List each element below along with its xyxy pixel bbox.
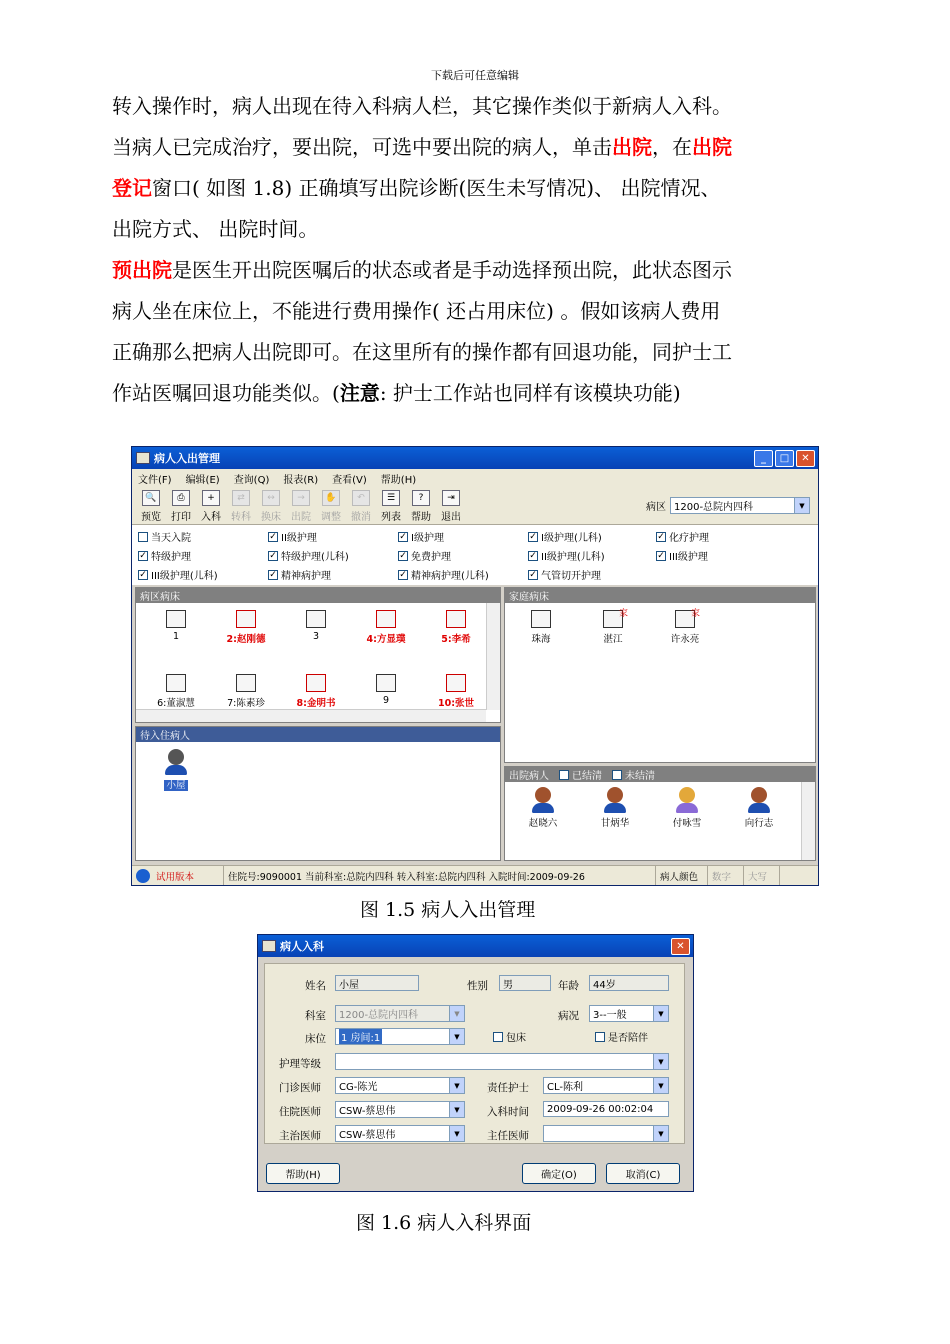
toolbar <box>132 487 818 525</box>
paragraph-6 <box>112 291 852 332</box>
paragraph-8 <box>112 373 852 414</box>
checkbox-icon: ✓ <box>560 769 568 780</box>
outpatient-doctor-select[interactable] <box>335 1077 465 1094</box>
beds-horizontal-scrollbar[interactable] <box>136 709 486 722</box>
handshake-icon: ✋ <box>322 490 340 506</box>
pending-patient-name: 小屋 <box>166 780 186 791</box>
outpatient-doctor-value: CG-陈光 <box>339 1082 378 1093</box>
settled-filter[interactable] <box>559 766 602 783</box>
bed-item[interactable] <box>286 674 346 709</box>
bed-swap-icon: ↔ <box>262 490 280 506</box>
checkbox-icon: ✓ <box>139 550 147 561</box>
checkbox-icon: ✓ <box>529 550 537 561</box>
chevron-down-icon[interactable]: ▼ <box>449 1102 464 1117</box>
title-bar[interactable] <box>132 447 818 469</box>
bed-add-icon: + <box>202 490 220 506</box>
pending-header <box>136 727 500 742</box>
checkbox-icon <box>493 1032 503 1042</box>
discharged-patient[interactable] <box>513 787 573 829</box>
care-filter-checkbox[interactable] <box>138 528 268 545</box>
condition-label: 病况 <box>558 1010 579 1022</box>
care-level-label: 护理等级 <box>279 1058 321 1070</box>
change-bed-button[interactable] <box>258 489 284 523</box>
paragraph-5 <box>112 250 852 291</box>
resident-doctor-label: 住院医师 <box>279 1106 321 1118</box>
p8-text: 作站医嘱回退功能类似。( <box>112 381 340 405</box>
bed-item[interactable] <box>286 610 346 642</box>
dept-select[interactable] <box>335 1005 465 1022</box>
list-label: 列表 <box>381 511 401 523</box>
p2-text-b: ，在 <box>652 135 692 159</box>
bed-icon <box>376 610 396 628</box>
admission-dialog <box>257 934 694 1192</box>
settled-label: 已结清 <box>572 771 602 782</box>
list-button[interactable] <box>378 489 404 523</box>
preview-button[interactable] <box>138 489 164 523</box>
bed-item[interactable] <box>426 610 486 645</box>
p2-text: 当病人已完成治疗，要出院，可选中要出院的病人，单击 <box>112 135 612 159</box>
p7-text: 正确那么把病人出院即可。在这里所有的操作都有回退功能，同护士工 <box>112 340 732 364</box>
unsettled-label: 未结清 <box>625 771 655 782</box>
chevron-down-icon[interactable]: ▼ <box>653 1078 668 1093</box>
bed-value: 1 房间:1 <box>339 1029 382 1044</box>
outpatient-doctor-label: 门诊医师 <box>279 1082 321 1094</box>
close-icon[interactable]: ✕ <box>671 938 690 955</box>
unsettled-filter[interactable] <box>612 766 655 783</box>
p8-keyword-note: 注意 <box>339 381 380 405</box>
ward-beds-pane <box>135 587 501 723</box>
chevron-down-icon[interactable]: ▼ <box>449 1029 464 1044</box>
transfer-button[interactable] <box>228 489 254 523</box>
dept-label: 科室 <box>305 1010 326 1022</box>
minimize-icon[interactable]: _ <box>754 450 773 467</box>
help-label: 帮助 <box>411 511 431 523</box>
checkbox-icon: ✓ <box>399 531 407 542</box>
family-beds-pane <box>504 587 816 763</box>
patient-icon <box>679 787 695 803</box>
paragraph-1 <box>112 86 852 127</box>
p5-keyword-pre-discharge: 预出院 <box>112 258 172 282</box>
patient-icon <box>535 787 551 803</box>
bed-label: 2:赵刚德 <box>226 634 266 645</box>
care-filter-checkbox[interactable] <box>138 547 268 564</box>
patient-icon <box>607 787 623 803</box>
menu-help[interactable]: 帮助(H) <box>380 474 417 486</box>
pending-patients-pane <box>135 726 501 861</box>
admit-label: 入科 <box>201 511 221 523</box>
care-filter-label: 精神病护理 <box>281 571 331 582</box>
care-filter-checkbox[interactable] <box>528 547 656 564</box>
care-filter-label: 特级护理 <box>151 552 191 563</box>
ward-beds-title: 病区病床 <box>140 592 180 603</box>
checkbox-icon: ✓ <box>613 769 621 780</box>
chevron-down-icon[interactable]: ▼ <box>653 1126 668 1141</box>
care-filter-checkbox[interactable] <box>138 566 268 583</box>
bed-icon <box>166 674 186 692</box>
p3-keyword-register: 登记 <box>112 176 152 200</box>
header-note: 下载后可任意编辑 <box>431 69 519 82</box>
exit-button[interactable] <box>438 489 464 523</box>
patient-body <box>748 803 770 813</box>
status-bar <box>132 865 818 885</box>
chevron-down-icon[interactable]: ▼ <box>449 1006 464 1021</box>
status-info: 住院号:9090001 当前科室:总院内四科 转入科室:总院内四科 入院时间:2009-09-26 <box>224 866 656 885</box>
condition-select[interactable] <box>589 1005 669 1022</box>
name-label: 姓名 <box>305 980 326 992</box>
patient-color[interactable]: 病人颜色 <box>656 866 708 885</box>
care-filter-checkbox[interactable] <box>268 528 398 545</box>
admission-discharge-window <box>131 446 819 886</box>
checkbox-icon: ✓ <box>269 531 277 542</box>
age-field[interactable]: 44岁 <box>589 975 669 991</box>
discharged-patient[interactable] <box>657 787 717 829</box>
paragraph-7 <box>112 332 852 373</box>
menu-bar <box>132 469 818 487</box>
checkbox-icon: ✓ <box>529 531 537 542</box>
trial-text: 试用版本 <box>156 871 195 883</box>
patient-body <box>676 803 698 813</box>
app-icon <box>262 940 276 952</box>
bed-label: 床位 <box>305 1033 326 1045</box>
family-bed-item[interactable] <box>583 610 643 645</box>
age-label: 年龄 <box>558 980 579 992</box>
chevron-down-icon[interactable]: ▼ <box>449 1126 464 1141</box>
dialog-title-bar[interactable] <box>258 935 693 957</box>
patient-icon <box>751 787 767 803</box>
change-bed-label: 换床 <box>261 511 281 523</box>
menu-edit[interactable]: 编辑(E) <box>185 474 220 486</box>
discharge-label: 出院 <box>291 511 311 523</box>
checkbox-icon <box>138 532 148 542</box>
pending-patient[interactable] <box>146 749 206 791</box>
family-badge: 家 <box>619 609 629 619</box>
p2-keyword-discharge: 出院 <box>612 135 652 159</box>
bed-label: 5:李希 <box>441 634 471 645</box>
ward-beds-header <box>136 588 500 603</box>
bed-icon <box>306 674 326 692</box>
care-filter-label: II级护理 <box>281 533 317 544</box>
care-filter-label: II级护理(儿科) <box>541 552 605 563</box>
bed-label: 3 <box>312 631 320 642</box>
bed-icon <box>166 610 186 628</box>
p1-text: 转入操作时，病人出现在待入科病人栏，其它操作类似于新病人入科。 <box>112 94 732 118</box>
bed-item[interactable] <box>426 674 486 709</box>
menu-view[interactable]: 查看(V) <box>332 474 367 486</box>
bed-label: 7:陈素珍 <box>227 698 265 709</box>
bed-label: 9 <box>382 695 390 706</box>
undo-button[interactable] <box>348 489 374 523</box>
bed-label: 1 <box>172 631 180 642</box>
p4-text: 出院方式、 出院时间。 <box>112 217 319 241</box>
menu-query[interactable]: 查询(Q) <box>233 474 270 486</box>
care-filter-label: 特级护理(儿科) <box>281 552 349 563</box>
care-filter-checkbox[interactable] <box>398 566 528 583</box>
discharged-header <box>505 767 815 782</box>
sex-label: 性别 <box>467 980 488 992</box>
bed-label: 6:董淑慧 <box>157 698 195 709</box>
care-filter-label: 气管切开护理 <box>541 571 601 582</box>
care-filter-checkbox[interactable] <box>268 547 398 564</box>
discharged-patient-name: 付咏雪 <box>672 818 702 829</box>
care-filter-checkbox[interactable] <box>528 566 656 583</box>
resident-doctor-select[interactable] <box>335 1101 465 1118</box>
cancel-button[interactable]: 取消(C) <box>606 1163 680 1184</box>
pending-title: 待入住病人 <box>140 731 190 742</box>
app-logo-icon <box>136 869 150 883</box>
p2-keyword-discharge-2: 出院 <box>692 135 732 159</box>
care-filter-checkbox[interactable] <box>656 528 776 545</box>
care-filter-label: 化疗护理 <box>669 533 709 544</box>
patient-icon <box>168 749 184 765</box>
nurse-select[interactable] <box>543 1077 669 1094</box>
attending-doctor-select[interactable] <box>335 1125 465 1142</box>
bed-icon <box>446 674 466 692</box>
bed-icon <box>236 610 256 628</box>
transfer-label: 转科 <box>231 511 251 523</box>
admit-time-label: 入科时间 <box>487 1106 529 1118</box>
care-filter-checkbox[interactable] <box>398 547 528 564</box>
checkbox-icon: ✓ <box>529 569 537 580</box>
checkbox-icon: ✓ <box>399 550 407 561</box>
bed-item[interactable] <box>356 610 416 645</box>
nurse-label: 责任护士 <box>487 1082 529 1094</box>
caps-lock: 大写 <box>744 866 780 885</box>
checkbox-icon: ✓ <box>139 569 147 580</box>
patient-body <box>532 803 554 813</box>
care-filter-label: I级护理(儿科) <box>541 533 602 544</box>
p6-text: 病人坐在床位上，不能进行费用操作( 还占用床位) 。假如该病人费用 <box>112 299 721 323</box>
nurse-value: CL-陈利 <box>547 1082 583 1093</box>
bed-icon <box>376 674 396 692</box>
accompany-label: 是否陪伴 <box>608 1033 648 1044</box>
chevron-down-icon[interactable]: ▼ <box>794 498 809 513</box>
undo-icon: ↶ <box>352 490 370 506</box>
discharged-scrollbar[interactable] <box>801 782 815 860</box>
preview-label: 预览 <box>141 511 161 523</box>
bed-item[interactable] <box>216 674 276 709</box>
ok-button[interactable]: 确定(O) <box>522 1163 596 1184</box>
care-filter-checkbox[interactable] <box>398 528 528 545</box>
bed-icon <box>306 610 326 628</box>
attending-doctor-value: CSW-蔡思伟 <box>339 1130 396 1141</box>
discharged-patient-name: 赵晓六 <box>528 818 558 829</box>
chevron-down-icon[interactable]: ▼ <box>653 1054 668 1069</box>
bed-item[interactable] <box>216 610 276 645</box>
patient-body <box>165 765 187 775</box>
family-beds-title: 家庭病床 <box>509 592 549 603</box>
discharged-patient-name: 向行志 <box>744 818 774 829</box>
bed-item[interactable] <box>356 674 416 706</box>
private-bed-label: 包床 <box>506 1033 526 1044</box>
bed-item[interactable] <box>146 610 206 642</box>
figure-caption-2: 图 1.6 病人入科界面 <box>356 1212 532 1234</box>
chevron-down-icon[interactable]: ▼ <box>449 1078 464 1093</box>
app-icon <box>136 452 150 464</box>
help-button[interactable] <box>408 489 434 523</box>
bed-label: 10:张世 <box>437 698 475 709</box>
family-badge: 家 <box>691 609 701 619</box>
private-bed-checkbox[interactable] <box>493 1028 526 1045</box>
checkbox-icon: ✓ <box>399 569 407 580</box>
chevron-down-icon[interactable]: ▼ <box>653 1006 668 1021</box>
trial-version <box>132 866 224 885</box>
discharged-patient[interactable] <box>585 787 645 829</box>
care-filter-checkbox[interactable] <box>656 547 776 564</box>
exit-door-icon: ⇥ <box>442 490 460 506</box>
bed-icon <box>531 610 551 628</box>
bed-item[interactable] <box>146 674 206 709</box>
bed-label: 8:金明书 <box>296 698 336 709</box>
resident-doctor-value: CSW-蔡思伟 <box>339 1106 396 1117</box>
paragraph-3 <box>112 168 852 209</box>
family-bed-item[interactable] <box>655 610 715 645</box>
p3-text: 窗口( 如图 1.8) 正确填写出院诊断(医生未写情况)、 出院情况、 <box>152 176 721 200</box>
discharge-button[interactable] <box>288 489 314 523</box>
care-filter-label: 当天入院 <box>151 533 191 544</box>
family-bed-label: 湛江 <box>603 634 623 645</box>
chief-doctor-select[interactable] <box>543 1125 669 1142</box>
window-title: 病人入出管理 <box>154 452 220 465</box>
patient-body <box>604 803 626 813</box>
discharged-title: 出院病人 <box>509 771 549 782</box>
family-bed-label: 许永亮 <box>670 634 700 645</box>
bed-select[interactable] <box>335 1028 465 1045</box>
care-filter-checkbox[interactable] <box>268 566 398 583</box>
family-bed-label: 珠海 <box>531 634 551 645</box>
p5-text: 是医生开出院医嘱后的状态或者是手动选择预出院，此状态图示 <box>172 258 732 282</box>
care-filter-checkbox[interactable] <box>528 528 656 545</box>
num-lock: 数字 <box>708 866 744 885</box>
care-filter-label: III级护理 <box>669 552 708 563</box>
care-filter-label: I级护理 <box>411 533 444 544</box>
help-icon: ? <box>412 490 430 506</box>
list-icon: ☰ <box>382 490 400 506</box>
help-button[interactable]: 帮助(H) <box>266 1163 340 1184</box>
checkbox-icon: ✓ <box>269 569 277 580</box>
checkbox-icon: ✓ <box>657 531 665 542</box>
chief-doctor-label: 主任医师 <box>487 1130 529 1142</box>
undo-label: 撤消 <box>351 511 371 523</box>
family-bed-item[interactable] <box>511 610 571 645</box>
attending-doctor-label: 主治医师 <box>279 1130 321 1142</box>
print-button[interactable] <box>168 489 194 523</box>
care-filter-label: 免费护理 <box>411 552 451 563</box>
paragraph-4 <box>112 209 852 250</box>
paragraph-2 <box>112 127 852 168</box>
checkbox-icon <box>595 1032 605 1042</box>
accompany-checkbox[interactable] <box>595 1028 648 1045</box>
close-icon[interactable]: ✕ <box>796 450 815 467</box>
family-beds-header <box>505 588 815 603</box>
admission-form <box>264 963 685 1144</box>
admit-time-field[interactable]: 2009-09-26 00:02:04 <box>543 1101 669 1117</box>
discharge-icon: → <box>292 490 310 506</box>
p8-text-b: : 护士工作站也同样有该模块功能) <box>379 381 681 405</box>
beds-vertical-scrollbar[interactable] <box>486 603 500 710</box>
figure-caption-1: 图 1.5 病人入出管理 <box>360 899 536 921</box>
checkbox-icon: ✓ <box>269 550 277 561</box>
transfer-icon: ⇄ <box>232 490 250 506</box>
discharged-patient[interactable] <box>729 787 789 829</box>
name-field[interactable]: 小屋 <box>335 975 419 991</box>
checkbox-icon: ✓ <box>657 550 665 561</box>
condition-value: 3--一般 <box>593 1010 627 1021</box>
admit-button[interactable] <box>198 489 224 523</box>
printer-icon: ⎙ <box>172 490 190 506</box>
print-label: 打印 <box>171 511 191 523</box>
ward-value: 1200-总院内四科 <box>674 502 754 513</box>
discharged-patient-name: 甘炳华 <box>600 818 630 829</box>
discharged-patients-pane <box>504 766 816 861</box>
maximize-icon[interactable]: □ <box>775 450 794 467</box>
ward-label: 病区 <box>646 502 666 513</box>
ward-select[interactable] <box>670 497 810 514</box>
menu-file[interactable]: 文件(F) <box>138 474 172 486</box>
sex-field[interactable]: 男 <box>499 975 551 991</box>
care-filter-label: III级护理(儿科) <box>151 571 218 582</box>
bed-icon <box>236 674 256 692</box>
care-level-select[interactable] <box>335 1053 669 1070</box>
exit-label: 退出 <box>441 511 461 523</box>
menu-report[interactable]: 报表(R) <box>283 474 319 486</box>
adjust-label: 调整 <box>321 511 341 523</box>
bed-label: 4:方显璞 <box>366 634 406 645</box>
dialog-title: 病人入科 <box>280 940 324 953</box>
care-filter-label: 精神病护理(儿科) <box>411 571 489 582</box>
preview-icon: 🔍 <box>142 490 160 506</box>
bed-icon <box>446 610 466 628</box>
care-level-filters <box>132 525 818 585</box>
dept-value: 1200-总院内四科 <box>339 1010 419 1021</box>
adjust-button[interactable] <box>318 489 344 523</box>
